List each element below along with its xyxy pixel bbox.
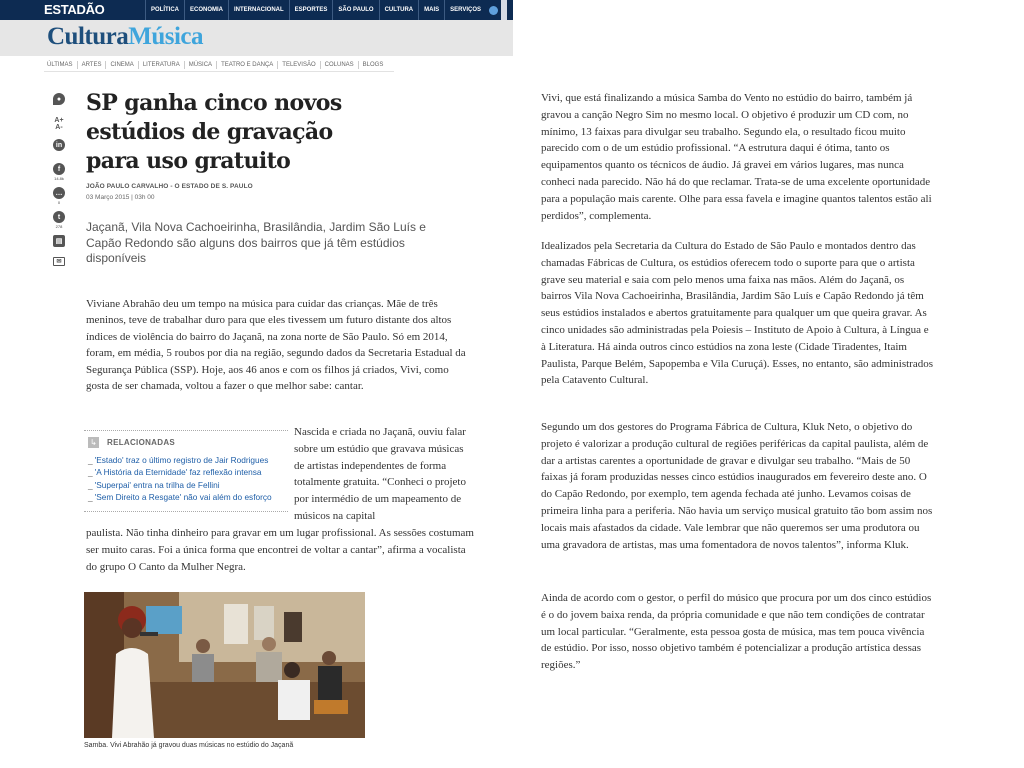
article-paragraph-1: Viviane Abrahão deu um tempo na música para cuidar das crianças. Mãe de três meninos, teve de trabalhar duro para que eles tivessem um futuro distante dos altos índices de violência do bairro do Jaçanã, na zona norte de São Paulo. Só em 2014, foram, em média, 5 roubos por dia na região, segundo dados da Secretaria Estadual da Segurança Pública (SSP). Hoje, aos 46 anos e com os filhos já criados, Vivi, como gosta de ser chamada, voltou a fazer o que melhor sabe: cantar. <box>86 298 466 393</box>
article-paragraph-2-full: paulista. Não tinha dinheiro para gravar em um lugar profissional. As sessões costumam ser muito caras. Foi a única forma que encontrei de voltar a cantar”, afirma a vocalista do grupo O Canto da Mulher Negra. <box>86 527 474 573</box>
photo-singer-head <box>122 618 142 638</box>
photo-musician-3-body <box>278 680 310 720</box>
related-item[interactable] <box>88 466 272 478</box>
related-bullet: _ <box>88 479 93 490</box>
facebook-count: 14.8k <box>54 176 64 181</box>
email-icon[interactable]: ✉ <box>53 257 65 266</box>
section-title[interactable] <box>47 23 203 51</box>
related-title: RELACIONADAS <box>107 438 176 447</box>
related-list <box>88 454 272 503</box>
top-navigation-bar <box>0 0 513 20</box>
email-group <box>53 257 65 281</box>
section-title-musica: Música <box>128 23 204 50</box>
linkedin-group <box>53 139 65 163</box>
print-icon[interactable]: ▤ <box>53 235 65 247</box>
related-link[interactable]: 'Sem Direito a Resgate' não vai além do esforço <box>94 491 272 502</box>
comment-bubble-group <box>53 93 65 117</box>
photo-musician-2-head <box>262 637 276 651</box>
article-photo[interactable] <box>84 592 365 738</box>
photo-musician-4-head <box>322 651 336 665</box>
article-lead: Jaçanã, Vila Nova Cachoeirinha, Brasilândia, Jardim São Luís e Capão Redondo são alguns dos bairros que já têm estúdios disponíveis <box>86 220 426 265</box>
subnav-item-artes[interactable]: ARTES <box>77 61 106 69</box>
facebook-group <box>53 163 65 187</box>
font-increase-button[interactable]: A+ <box>54 117 64 124</box>
photo-musician-1-body <box>192 654 214 682</box>
comment-bubble-icon[interactable]: ● <box>53 93 65 105</box>
section-title-cultura: Cultura <box>47 23 129 50</box>
site-logo[interactable]: ESTADÃO <box>44 2 105 17</box>
subnav-item-literatura[interactable]: LITERATURA <box>138 61 184 69</box>
related-bullet: _ <box>88 467 93 478</box>
font-size-group <box>54 117 63 139</box>
photo-guitar <box>314 700 348 714</box>
linkedin-icon[interactable]: in <box>53 139 65 151</box>
tv-icon[interactable] <box>489 6 498 15</box>
nav-edge-tab <box>501 0 507 20</box>
article-paragraph-right-1: Vivi, que está finalizando a música Samba do Vento no estúdio do bairro, também já gravou a canção Negro Sim no mesmo local. O objetivo é produzir um CD com, no mínimo, 13 faixas para divulgar seu trabalho. Segundo ela, o resultado ficou muito parecido com o de um estúdio profissional. “A estrutura daqui é ótima, tanto os equipamentos quanto os técnicos de áudio. Já gravei em vários lugares, mas nunca conheci nada parecido. Não há do que reclamar. Trata-se de uma excelente oportunidade para a população mais carente. Olhe para essa favela e imagine quantos talentos estão ali perdidos”, complementa. <box>541 92 932 222</box>
section-subnav <box>44 58 394 72</box>
facebook-icon[interactable]: f <box>53 163 65 175</box>
subnav-item-televisao[interactable]: TELEVISÃO <box>277 61 319 69</box>
comments-icon[interactable]: … <box>53 187 65 199</box>
subnav-item-ultimas[interactable]: ÚLTIMAS <box>47 61 73 68</box>
photo-musician-2-body <box>256 652 282 682</box>
article-paragraph-right-4: Ainda de acordo com o gestor, o perfil do músico que procura por um dos cinco estúdios é o do jovem baixa renda, da própria comunidade e que não tem condições de contratar um local particular. “Geralmente, esta pessoa gosta de música, mas tem pouca vivência de estúdio. Por isso, nosso objetivo também é potencializar a produção artística dessas regiões.” <box>541 592 932 672</box>
photo-singer-dress <box>112 648 154 738</box>
article-paragraph-right-2: Idealizados pela Secretaria da Cultura do Estado de São Paulo e montados dentro das chamadas Fábricas de Cultura, os estúdios oferecem todo o suporte para que o artista grave seu material e saia com pelo menos uma faixa nas mãos. Além do Jaçanã, os bairros Vila Nova Cachoeirinha, Brasilândia, Jardim São Luís e Capão Redondo já têm seus estúdios instalados e abertos gratuitamente para qualquer um que queira gravar. As cinco unidades são administradas pela Poiesis – Instituto de Apoio à Cultura, à Língua e à Literatura. Há ainda outros cinco estúdios na zona leste (Cidade Tiradentes, Itaim Paulista, Parque Belém, Sapopemba e Vila Curuçá). Esses, no entanto, são administrados pela Catavento Cultural. <box>541 240 933 387</box>
article-paragraph-2-side: Nascida e criada no Jaçanã, ouviu falar sobre um estúdio que gravava músicas de artistas independentes de forma totalmente gratuita. “Conheci o projeto por intermédio de um mapeamento de músicos na capital <box>294 426 466 522</box>
related-item[interactable] <box>88 479 272 491</box>
comments-count: 0 <box>57 200 61 205</box>
related-item[interactable] <box>88 491 272 503</box>
related-item[interactable] <box>88 454 272 466</box>
article-date: 03 Março 2015 | 03h 00 <box>86 194 155 201</box>
subnav-item-blogs[interactable]: BLOGS <box>358 61 388 69</box>
studio-photo-illustration <box>84 592 365 738</box>
comments-group <box>53 187 65 211</box>
share-sidebar <box>50 93 68 281</box>
top-nav-menu <box>145 0 507 20</box>
photo-speaker <box>284 612 302 642</box>
nav-item-esportes[interactable]: ESPORTES <box>289 0 333 20</box>
print-group <box>53 235 65 257</box>
article-paragraph-right-3: Segundo um dos gestores do Programa Fábrica de Cultura, Kluk Neto, o objetivo do projeto é valorizar a produção cultural de regiões periféricas da capital paulista, além de dar a artistas carentes a oportunidade de gravar e divulgar seu trabalho. “Mais de 50 faixas já foram produzidas nesses cinco estúdios inaugurados em fevereiro deste ano. O do Capão Redondo, por exemplo, tem agenda fechada até junho. Levamos coisas de primeira linha para a periferia. Não havia um serviço musical gratuito tão bom assim nos locais mais afastados da cidade. Vale lembrar que não queremos ser uma produtora ou uma gravadora de artistas, mas uma fomentadora de novos talentos”, informa Kluk. <box>541 421 933 551</box>
related-link[interactable]: 'Estado' traz o último registro de Jair Rodrigues <box>94 455 269 465</box>
twitter-count: 278 <box>55 224 63 229</box>
nav-item-internacional[interactable]: INTERNACIONAL <box>228 0 289 20</box>
nav-item-sao-paulo[interactable]: SÃO PAULO <box>332 0 378 20</box>
photo-window-2 <box>254 606 274 640</box>
nav-item-mais[interactable]: MAIS <box>418 0 444 20</box>
nav-item-servicos[interactable]: SERVIÇOS <box>444 0 486 20</box>
related-bullet: _ <box>88 455 93 465</box>
related-link[interactable]: 'Superpai' entra na trilha de Fellini <box>94 479 220 490</box>
photo-microphone <box>140 632 158 636</box>
article-headline: SP ganha cinco novos estúdios de gravação para uso gratuito <box>86 90 342 174</box>
twitter-icon[interactable]: t <box>53 211 65 223</box>
related-articles-box <box>84 430 288 512</box>
subnav-item-teatro-danca[interactable]: TEATRO E DANÇA <box>216 61 277 69</box>
subnav-item-colunas[interactable]: COLUNAS <box>320 61 358 69</box>
related-arrow-icon: ↳ <box>88 437 99 448</box>
photo-caption: Samba. Vivi Abrahão já gravou duas músicas no estúdio do Jaçanã <box>84 742 294 749</box>
photo-musician-3-head <box>284 662 300 678</box>
related-header <box>88 437 175 448</box>
nav-item-economia[interactable]: ECONOMIA <box>184 0 228 20</box>
article-byline: JOÃO PAULO CARVALHO - O ESTADO DE S. PAULO <box>86 183 253 190</box>
twitter-group <box>53 211 65 235</box>
photo-monitor <box>146 606 182 634</box>
related-link[interactable]: 'A História da Eternidade' faz reflexão intensa <box>94 467 262 478</box>
font-decrease-button[interactable]: A- <box>55 124 63 131</box>
subnav-item-cinema[interactable]: CINEMA <box>105 61 137 69</box>
nav-item-cultura[interactable]: CULTURA <box>379 0 419 20</box>
nav-item-politica[interactable]: POLÍTICA <box>145 0 184 20</box>
subnav-item-musica[interactable]: MÚSICA <box>184 61 216 69</box>
photo-musician-1-head <box>196 639 210 653</box>
photo-window-1 <box>224 604 248 644</box>
related-bullet: _ <box>88 491 93 502</box>
